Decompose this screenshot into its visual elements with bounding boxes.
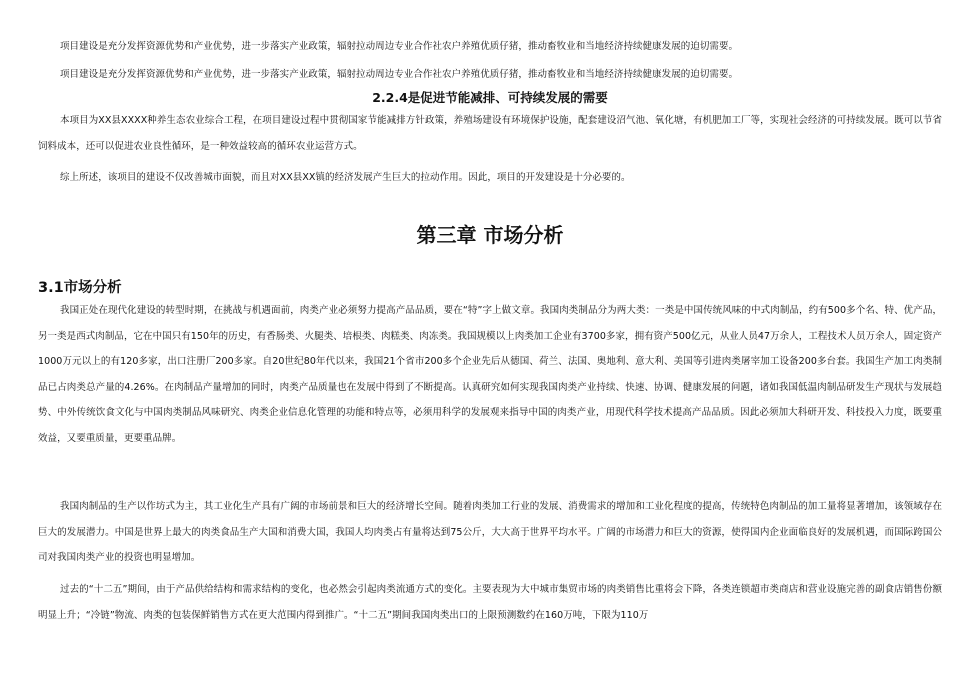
document-page [38,0,942,691]
paragraph-energy-saving: 本项目为XX县XXXX种养生态农业综合工程，在项目建设过程中贯彻国家节能减排方针政策，养殖场建设有环境保护设施，配套建设沼气池、氧化塘，有机肥加工厂等，实现社会经济的可持续发展。既可以节省饲料成本，还可以促进农业良性循环，是一种效益较高的循环农业运营方式。 [38,115,942,152]
paragraph-resource-advantage-repeat: 项目建设是充分发挥资源优势和产业优势，进一步落实产业政策，辐射拉动周边专业合作社农户养殖优质仔猪，推动畜牧业和当地经济持续健康发展的迫切需要。 [60,69,739,80]
paragraph-market-potential: 我国肉制品的生产以作坊式为主，其工业化生产具有广阔的市场前景和巨大的经济增长空间。随着肉类加工行业的发展、消费需求的增加和工业化程度的提高，传统特色肉制品的加工量将显著增加，该领域存在巨大的发展潜力。中国是世界上最大的肉类食品生产大国和消费大国，我国人均肉类占有量将达到75公斤，大大高于世界平均水平。广阔的市场潜力和巨大的资源，使得国内企业面临良好的发展机遇，而国际跨国公司对我国肉类产业的投资也明显增加。 [38,501,942,563]
chapter-title: 第三章 市场分析 [416,223,564,247]
paragraph-summary: 综上所述，该项目的建设不仅改善城市面貌，而且对XX县XX镇的经济发展产生巨大的拉动作用。因此，项目的开发建设是十分必要的。 [60,172,631,183]
section-heading-31: 3.1市场分析 [38,280,122,296]
paragraph-resource-advantage: 项目建设是充分发挥资源优势和产业优势，进一步落实产业政策，辐射拉动周边专业合作社农户养殖优质仔猪，推动畜牧业和当地经济持续健康发展的迫切需要。 [60,41,739,52]
paragraph-market-overview: 我国正处在现代化建设的转型时期，在挑战与机遇面前，肉类产业必须努力提高产品品质，要在“特”字上做文章。我国肉类制品分为两大类：一类是中国传统风味的中式肉制品，约有500多个名、特、优产品，另一类是西式肉制品，它在中国只有150年的历史，有香肠类、火腿类、培根类、肉糕类、肉冻类。我国规模以上肉类加工企业有3700多家，拥有资产500亿元，从业人员47万余人，工程技术人员万余人，固定资产1000万元以上的有120多家，出口注册厂200多家。自20世纪80年代以来，我国21个省市200多个企业先后从德国、荷兰、法国、奥地利、意大利、美国等引进肉类屠宰加工设备200多台套。我国生产加工肉类制品已占肉类总产量的4.26%。在肉制品产量增加的同时，肉类产品质量也在发展中得到了不断提高。认真研究如何实现我国肉类产业持续、快速、协调、健康发展的问题，诸如我国低温肉制品研发生产现状与发展趋势、中外传统饮食文化与中国肉类制品风味研究、肉类企业信息化管理的功能和特点等，必须用科学的发展观来指导中国的肉类产业，用现代科学技术提高产品品质。因此必须加大科研开发、科技投入力度，既要重效益，又要重质量，更要重品牌。 [38,305,942,444]
section-heading-224: 2.2.4是促进节能减排、可持续发展的需要 [372,90,608,105]
paragraph-distribution-change: 过去的“十二五”期间，由于产品供给结构和需求结构的变化，也必然会引起肉类流通方式的变化。主要表现为大中城市集贸市场的肉类销售比重将会下降，各类连锁超市类商店和营业设施完善的副食店销售份额明显上升；“冷链”物流、肉类的包装保鲜销售方式在更大范围内得到推广。“十二五”期间我国肉类出口的上限预测数约在160万吨，下限为110万 [38,584,942,621]
